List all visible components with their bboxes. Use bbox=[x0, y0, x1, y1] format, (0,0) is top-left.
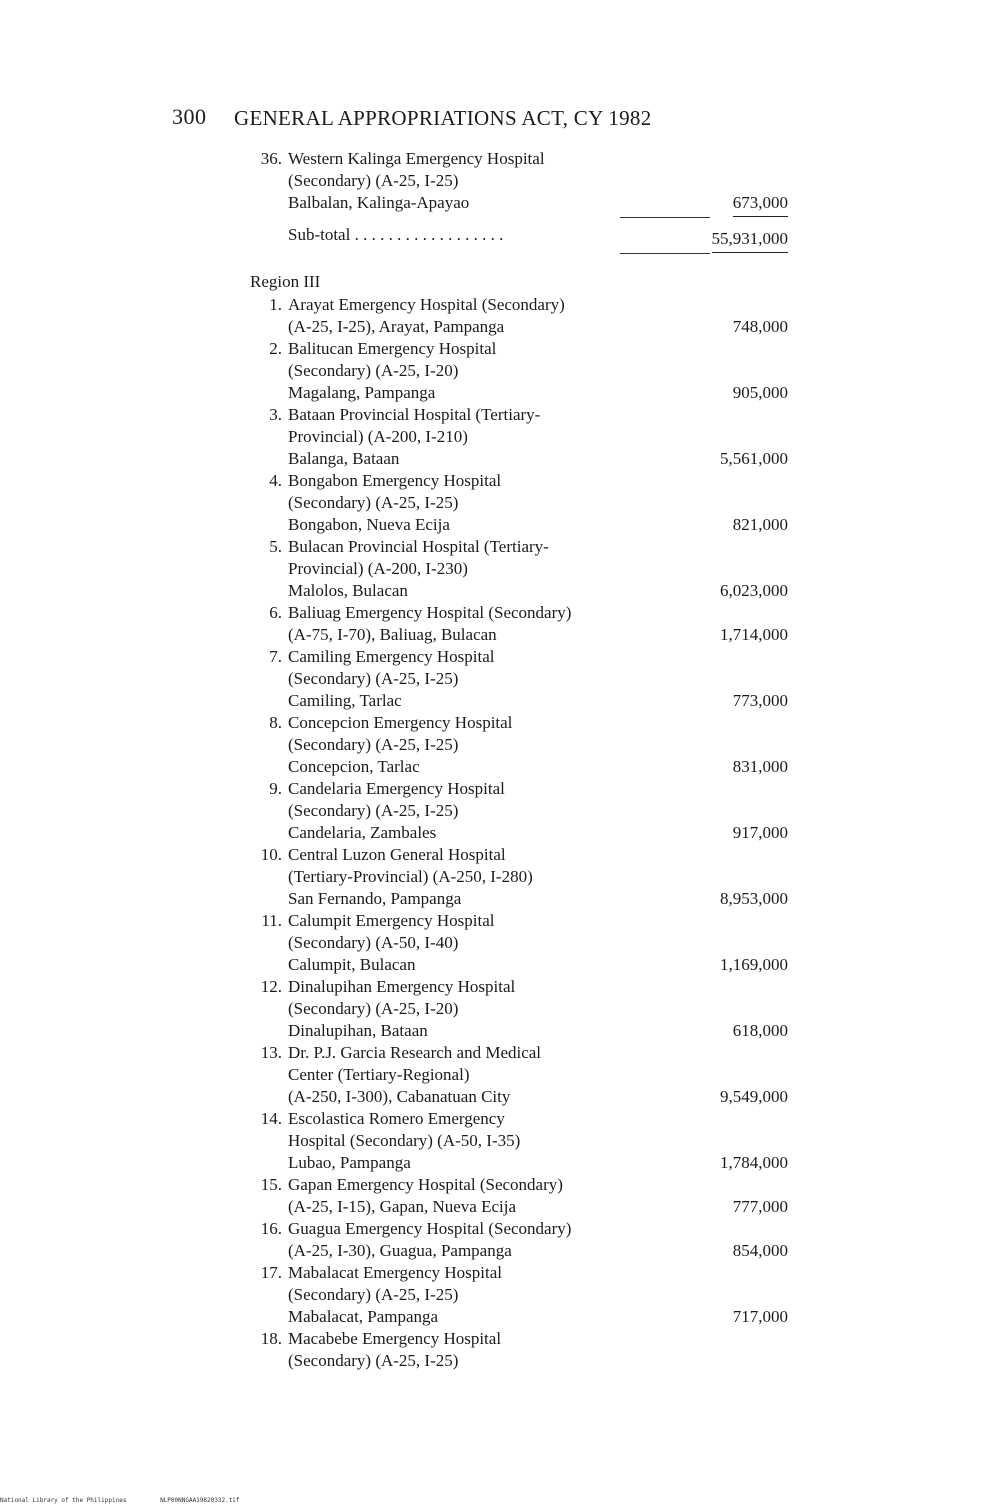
item-line: Gapan Emergency Hospital (Secondary) bbox=[288, 1175, 563, 1194]
list-item bbox=[248, 976, 798, 1042]
item-amount: 717,000 bbox=[732, 1307, 788, 1326]
list-item bbox=[248, 1262, 798, 1328]
item-line: (A-250, I-300), Cabanatuan City bbox=[288, 1087, 511, 1106]
subtotal-amount: 55,931,000 bbox=[712, 228, 789, 253]
item-line: Balitucan Emergency Hospital bbox=[288, 339, 497, 358]
item-line: Baliuag Emergency Hospital (Secondary) bbox=[288, 603, 572, 622]
item-amount: 777,000 bbox=[732, 1197, 788, 1216]
item-line: Dinalupihan, Bataan bbox=[288, 1021, 428, 1040]
item-amount: 1,784,000 bbox=[720, 1153, 788, 1172]
list-item bbox=[248, 338, 798, 404]
footer-file: NLP00NNGAA19820332.tif bbox=[160, 1497, 240, 1504]
item-line: Bongabon, Nueva Ecija bbox=[288, 515, 450, 534]
item-amount: 905,000 bbox=[732, 383, 788, 402]
list-item bbox=[248, 1218, 798, 1262]
item-amount: 8,953,000 bbox=[720, 889, 788, 908]
item-line: Provincial) (A-200, I-230) bbox=[288, 559, 468, 578]
item-line: Camiling Emergency Hospital bbox=[288, 647, 495, 666]
item-line: Bataan Provincial Hospital (Tertiary- bbox=[288, 405, 541, 424]
item-amount: 1,714,000 bbox=[720, 625, 788, 644]
item-line: Bulacan Provincial Hospital (Tertiary- bbox=[288, 537, 549, 556]
item-number: 18. bbox=[260, 1329, 282, 1348]
item-line: (Secondary) (A-25, I-25) bbox=[288, 171, 459, 190]
item-line: (Tertiary-Provincial) (A-250, I-280) bbox=[288, 867, 533, 886]
item-number: 1. bbox=[269, 295, 282, 314]
divider bbox=[620, 217, 710, 218]
item-line: (Secondary) (A-25, I-25) bbox=[288, 1351, 459, 1370]
item-number: 5. bbox=[269, 537, 282, 556]
item-number: 15. bbox=[260, 1175, 282, 1194]
subtotal-label: Sub-total . . . . . . . . . . . . . . . . . . bbox=[288, 225, 504, 244]
item-number: 8. bbox=[269, 713, 282, 732]
item-number: 7. bbox=[269, 647, 282, 666]
list-item bbox=[248, 148, 798, 214]
item-line: (Secondary) (A-25, I-20) bbox=[288, 361, 459, 380]
item-line: Mabalacat, Pampanga bbox=[288, 1307, 439, 1326]
item-line: Balbalan, Kalinga-Apayao bbox=[288, 193, 470, 212]
item-line: Bongabon Emergency Hospital bbox=[288, 471, 502, 490]
region-item-list bbox=[248, 294, 798, 1372]
carryover-block bbox=[248, 148, 798, 250]
page-title: GENERAL APPROPRIATIONS ACT, CY 1982 bbox=[234, 106, 652, 130]
item-line: Calumpit, Bulacan bbox=[288, 955, 416, 974]
item-line: Macabebe Emergency Hospital bbox=[288, 1329, 502, 1348]
item-number: 14. bbox=[260, 1109, 282, 1128]
item-amount: 773,000 bbox=[732, 691, 788, 710]
item-number: 9. bbox=[269, 779, 282, 798]
item-line: Calumpit Emergency Hospital bbox=[288, 911, 495, 930]
item-line: San Fernando, Pampanga bbox=[288, 889, 462, 908]
item-line: Candelaria Emergency Hospital bbox=[288, 779, 505, 798]
item-amount: 6,023,000 bbox=[720, 581, 788, 600]
item-line: Guagua Emergency Hospital (Secondary) bbox=[288, 1219, 572, 1238]
item-amount: 821,000 bbox=[732, 515, 788, 534]
item-number: 10. bbox=[260, 845, 282, 864]
item-line: Provincial) (A-200, I-210) bbox=[288, 427, 468, 446]
region-heading: Region III bbox=[250, 272, 321, 291]
item-line: (Secondary) (A-50, I-40) bbox=[288, 933, 459, 952]
item-line: (A-25, I-25), Arayat, Pampanga bbox=[288, 317, 505, 336]
item-number: 17. bbox=[260, 1263, 282, 1282]
item-number: 36. bbox=[260, 149, 282, 168]
list-item bbox=[248, 778, 798, 844]
list-item bbox=[248, 1174, 798, 1218]
item-line: (A-75, I-70), Baliuag, Bulacan bbox=[288, 625, 497, 644]
item-line: Dr. P.J. Garcia Research and Medical bbox=[288, 1043, 542, 1062]
footer-library: National Library of the Philippines bbox=[0, 1497, 127, 1504]
list-item bbox=[248, 646, 798, 712]
page-number: 300 bbox=[172, 104, 207, 129]
item-number: 6. bbox=[269, 603, 282, 622]
item-line: Balanga, Bataan bbox=[288, 449, 400, 468]
item-number: 3. bbox=[269, 405, 282, 424]
list-item bbox=[248, 470, 798, 536]
item-amount: 854,000 bbox=[732, 1241, 788, 1260]
item-number: 4. bbox=[269, 471, 282, 490]
scan-footer bbox=[0, 1497, 270, 1504]
item-line: Western Kalinga Emergency Hospital bbox=[288, 149, 545, 168]
item-line: Center (Tertiary-Regional) bbox=[288, 1065, 470, 1084]
list-item bbox=[248, 712, 798, 778]
item-line: (A-25, I-15), Gapan, Nueva Ecija bbox=[288, 1197, 516, 1216]
list-item bbox=[248, 602, 798, 646]
item-number: 13. bbox=[260, 1043, 282, 1062]
item-line: Hospital (Secondary) (A-50, I-35) bbox=[288, 1131, 521, 1150]
item-line: Concepcion, Tarlac bbox=[288, 757, 420, 776]
item-number: 12. bbox=[260, 977, 282, 996]
list-item bbox=[248, 536, 798, 602]
item-line: Malolos, Bulacan bbox=[288, 581, 408, 600]
item-amount: 9,549,000 bbox=[720, 1087, 788, 1106]
item-line: (Secondary) (A-25, I-25) bbox=[288, 669, 459, 688]
item-line: Magalang, Pampanga bbox=[288, 383, 436, 402]
item-line: (Secondary) (A-25, I-25) bbox=[288, 1285, 459, 1304]
item-line: Arayat Emergency Hospital (Secondary) bbox=[288, 295, 565, 314]
item-line: (A-25, I-30), Guagua, Pampanga bbox=[288, 1241, 512, 1260]
item-line: Dinalupihan Emergency Hospital bbox=[288, 977, 516, 996]
item-line: (Secondary) (A-25, I-25) bbox=[288, 493, 459, 512]
list-item bbox=[248, 1108, 798, 1174]
subtotal-row bbox=[248, 224, 798, 250]
list-item bbox=[248, 1042, 798, 1108]
item-amount: 618,000 bbox=[732, 1021, 788, 1040]
item-line: Camiling, Tarlac bbox=[288, 691, 402, 710]
item-amount: 673,000 bbox=[733, 192, 788, 217]
item-amount: 1,169,000 bbox=[720, 955, 788, 974]
item-line: (Secondary) (A-25, I-25) bbox=[288, 801, 459, 820]
list-item bbox=[248, 1328, 798, 1372]
item-number: 2. bbox=[269, 339, 282, 358]
item-line: Candelaria, Zambales bbox=[288, 823, 437, 842]
list-item bbox=[248, 910, 798, 976]
item-amount: 917,000 bbox=[732, 823, 788, 842]
item-line: Escolastica Romero Emergency bbox=[288, 1109, 505, 1128]
item-number: 11. bbox=[261, 911, 282, 930]
item-line: (Secondary) (A-25, I-25) bbox=[288, 735, 459, 754]
item-number: 16. bbox=[260, 1219, 282, 1238]
item-amount: 5,561,000 bbox=[720, 449, 788, 468]
item-amount: 748,000 bbox=[732, 317, 788, 336]
item-line: Concepcion Emergency Hospital bbox=[288, 713, 513, 732]
list-item bbox=[248, 294, 798, 338]
item-line: Lubao, Pampanga bbox=[288, 1153, 411, 1172]
item-amount: 831,000 bbox=[732, 757, 788, 776]
item-line: Mabalacat Emergency Hospital bbox=[288, 1263, 502, 1282]
list-item bbox=[248, 404, 798, 470]
list-item bbox=[248, 844, 798, 910]
divider bbox=[620, 253, 710, 254]
item-line: Central Luzon General Hospital bbox=[288, 845, 506, 864]
item-line: (Secondary) (A-25, I-20) bbox=[288, 999, 459, 1018]
